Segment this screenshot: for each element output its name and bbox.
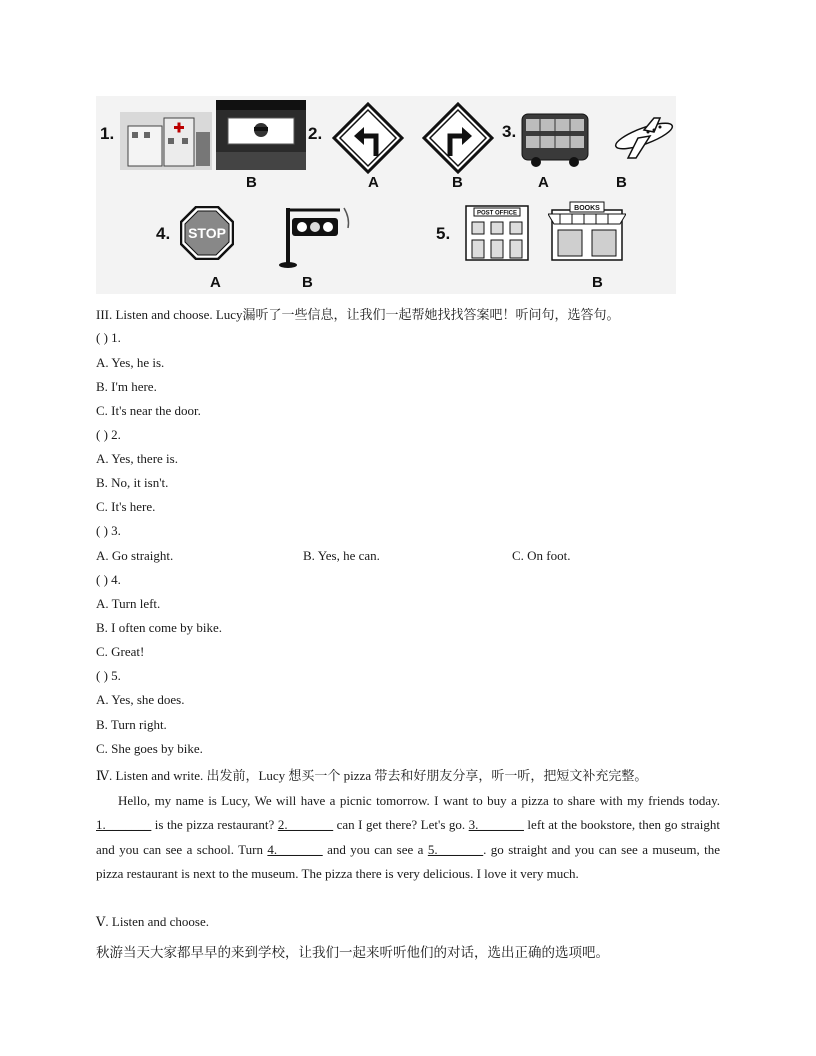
- blank-1: 1._______: [96, 817, 152, 833]
- turn-left-sign: [332, 102, 404, 174]
- passage-text-4: left at the bookstore, then go straight and you can see a school. Turn: [96, 817, 721, 857]
- stop-sign-text: STOP: [188, 225, 226, 241]
- q1-option-b: B: [246, 174, 257, 191]
- section-5-title: Ⅴ. Listen and choose.: [96, 914, 210, 929]
- q1-blank: ( ) 1.: [96, 330, 121, 345]
- q2-choice-b: B. No, it isn't.: [96, 475, 169, 490]
- traffic-light-picture: [278, 204, 352, 270]
- q1-choice-a: A. Yes, he is.: [96, 355, 165, 370]
- q2-number: 2.: [308, 124, 323, 143]
- q1-choice-c: C. It's near the door.: [96, 403, 201, 418]
- section-4-title: Ⅳ. Listen and write. 出发前，Lucy 想买一个 pizza 带去和好朋友分享，听一听，把短文补充完整。: [96, 768, 648, 783]
- blank-2: 2._______: [277, 817, 334, 833]
- post-office-picture: [464, 202, 532, 262]
- q4-choice-c: C. Great!: [96, 644, 145, 659]
- section-4-passage: [96, 789, 720, 887]
- post-office-sign: POST OFFICE: [476, 210, 518, 217]
- q1-choice-b: B. I'm here.: [96, 379, 157, 394]
- passage-text-3: can I get there? Let's go.: [333, 817, 469, 833]
- q5-choice-c: C. She goes by bike.: [96, 741, 203, 756]
- section-3-title: III. Listen and choose. Lucy漏听了一些信息，让我们一起帮她找找答案吧！听问句，选答句。: [96, 307, 620, 322]
- q1-number: 1.: [100, 124, 115, 143]
- passage-text-1: Hello, my name is Lucy, We will have a picnic tomorrow. I want to buy a pizza to share with my friends today.: [118, 793, 720, 808]
- section-5-intro: 秋游当天大家都早早的来到学校，让我们一起来听听他们的对话，选出正确的选项吧。: [96, 945, 609, 961]
- q3-choice-a: A. Go straight.: [96, 548, 174, 563]
- q3-option-b: B: [616, 174, 627, 191]
- picture-panel: [96, 96, 676, 294]
- bus-picture: [518, 110, 594, 170]
- q3-blank: ( ) 3.: [96, 523, 121, 538]
- q4-choice-b: B. I often come by bike.: [96, 620, 222, 635]
- q2-option-a: A: [368, 174, 379, 191]
- q4-option-a: A: [210, 274, 221, 291]
- passage-text-5: and you can see a: [322, 841, 428, 857]
- q2-choice-c: C. It's here.: [96, 499, 156, 514]
- bookstore-picture: [548, 200, 626, 262]
- passage-text-2: is the pizza restaurant?: [151, 817, 278, 833]
- q4-number: 4.: [156, 224, 171, 243]
- q2-choice-a: A. Yes, there is.: [96, 451, 178, 466]
- q2-blank: ( ) 2.: [96, 427, 121, 442]
- q5-number: 5.: [436, 224, 451, 243]
- q4-option-b: B: [302, 274, 313, 291]
- turn-right-sign: [422, 102, 494, 174]
- q5-choice-b: B. Turn right.: [96, 717, 167, 732]
- blank-5: 5._______: [427, 841, 484, 857]
- q3-option-a: A: [538, 174, 549, 191]
- blank-3: 3._______: [468, 817, 524, 833]
- q3-choice-c: C. On foot.: [512, 548, 571, 563]
- q4-blank: ( ) 4.: [96, 572, 121, 587]
- q3-choice-b: B. Yes, he can.: [303, 548, 380, 563]
- q5-choice-a: A. Yes, she does.: [96, 692, 185, 707]
- hospital-picture: [120, 112, 212, 170]
- q2-option-b: B: [452, 174, 463, 191]
- bookstore-sign: BOOKS: [574, 205, 600, 212]
- q5-blank: ( ) 5.: [96, 668, 121, 683]
- stop-sign: [180, 206, 234, 260]
- q4-choice-a: A. Turn left.: [96, 596, 161, 611]
- passage-text-6: . go straight and you can see a museum, the pizza restaurant is next to the museum. The pizza there is very delicious. I love it very much.: [96, 841, 721, 882]
- q3-number: 3.: [502, 122, 517, 141]
- cinema-picture: [216, 100, 306, 170]
- plane-picture: [608, 112, 676, 164]
- blank-4: 4._______: [267, 841, 323, 857]
- q5-option-b: B: [592, 274, 603, 291]
